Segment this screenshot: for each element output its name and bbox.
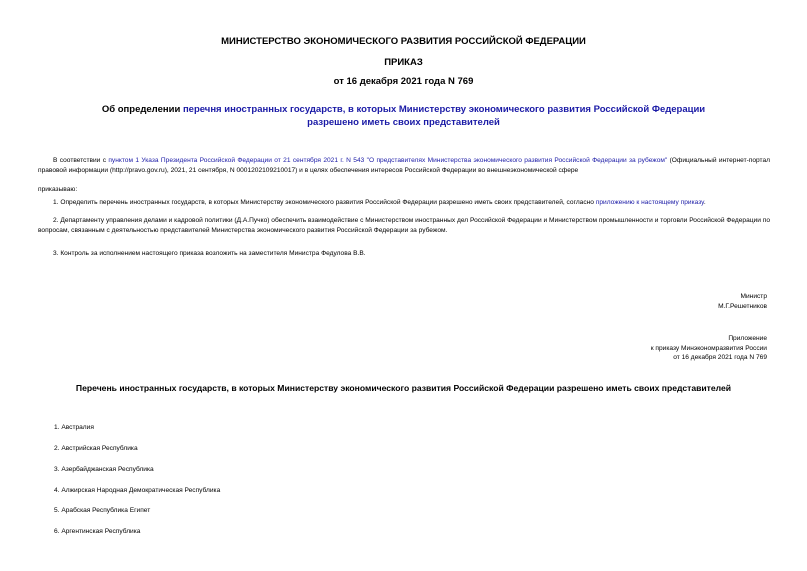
intro-paragraph xyxy=(38,156,770,175)
ministry-heading: МИНИСТЕРСТВО ЭКОНОМИЧЕСКОГО РАЗВИТИЯ РОССИЙСКОЙ ФЕДЕРАЦИИ xyxy=(221,36,586,47)
country-item: 4. Алжирская Народная Демократическая Республика xyxy=(54,487,221,494)
signature-position: Министр xyxy=(740,293,767,300)
country-item: 2. Австрийская Республика xyxy=(54,445,138,452)
item-1-paragraph xyxy=(38,198,770,208)
appendix-note-line3: от 16 декабря 2021 года N 769 xyxy=(673,354,767,361)
prikazyvayu-text: приказываю: xyxy=(38,186,78,193)
appendix-note-line1: Приложение xyxy=(728,335,767,342)
appendix-note-line2: к приказу Минэкономразвития России xyxy=(650,344,767,352)
doc-date-number: от 16 декабря 2021 года N 769 xyxy=(333,76,474,87)
title-prefix: Об определении xyxy=(101,104,183,115)
doc-type-heading: ПРИКАЗ xyxy=(384,57,423,68)
country-item: 3. Азербайджанская Республика xyxy=(54,466,154,473)
signature-block xyxy=(718,292,767,311)
item-1-text-a: 1. Определить перечень иностранных государств, в которых Министерству экономического развития Российской Федерации разрешено иметь своих представителей, согласно xyxy=(53,199,596,206)
list-title: Перечень иностранных государств, в которых Министерству экономического развития Российской Федерации разрешено иметь своих представителей xyxy=(75,383,732,393)
country-item: 6. Аргентинская Республика xyxy=(54,528,141,535)
decree-link[interactable]: пунктом 1 Указа Президента Российской Федерации от 21 сентября 2021 г. N 543 "О представителях Министерства экономического развития Российской Федерации за рубежом" xyxy=(108,157,668,164)
appendix-link[interactable]: приложению к настоящему приказу xyxy=(595,199,704,206)
title-link[interactable]: перечня иностранных государств, в которых Министерству экономического развития Российской Федерации разрешено иметь своих представителей xyxy=(182,104,706,128)
item-3-paragraph: 3. Контроль за исполнением настоящего приказа возложить на заместителя Министра Федулова В.В. xyxy=(53,250,366,257)
item-1-text-b: . xyxy=(703,199,706,206)
signature-name: М.Г.Решетников xyxy=(718,302,767,310)
document-title xyxy=(90,103,717,129)
intro-text-a: В соответствии с xyxy=(53,157,109,164)
country-item: 1. Австралия xyxy=(54,424,94,431)
intro-text-b: (Официальный интернет-портал правовой информации (http://pravo.gov.ru), 2021, 21 сентября, N 0001202109210017) и в целях обеспечения интересов Российской Федерации во внешнеэкономической сфере xyxy=(38,157,771,174)
country-item: 5. Арабская Республика Египет xyxy=(54,507,151,514)
appendix-note xyxy=(651,334,767,363)
item-2-paragraph: 2. Департаменту управления делами и кадровой политики (Д.А.Пучко) обеспечить взаимодействие с Министерством иностранных дел Российской Федерации и Министерством промышленности и торговли Российской Федерации по вопросам, связанным с деятельностью представителей Министерства экономического развития Российской Федерации за рубежом. xyxy=(38,217,770,234)
